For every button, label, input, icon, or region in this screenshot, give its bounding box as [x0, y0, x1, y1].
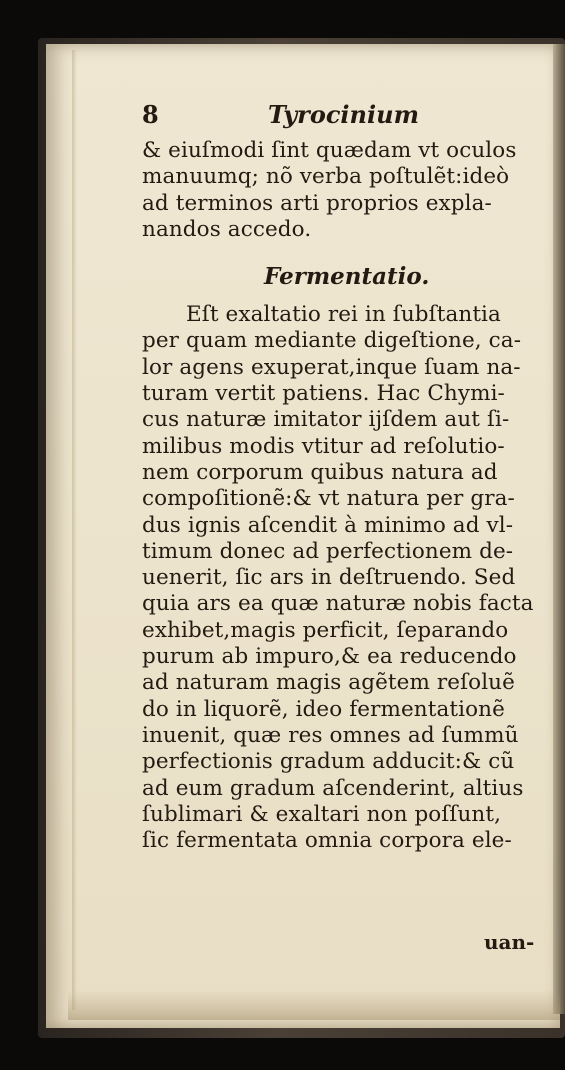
text-line: compoſitionẽ:& vt natura per gra-	[142, 486, 515, 512]
section-paragraph	[142, 302, 542, 854]
text-line: milibus modis vtitur ad reſolutio-	[142, 433, 505, 459]
text-line: turam vertit patiens. Hac Chymi-	[142, 381, 505, 407]
text-line: ad eum gradum aſcenderint, altius	[142, 775, 524, 801]
text-line: ad naturam magis agẽtem reſoluẽ	[142, 670, 515, 696]
text-line: exhibet,magis perficit, ſeparando	[142, 617, 509, 643]
text-line: Eſt exaltatio rei in ſubſtantia	[186, 302, 501, 328]
text-line: do in liquorẽ, ideo fermentationẽ	[142, 696, 505, 722]
catchword: uan-	[484, 930, 535, 954]
text-line: nem corporum quibus natura ad	[142, 459, 498, 485]
text-line: timum donec ad perfectionem de-	[142, 538, 514, 564]
text-line: per quam mediante digeſtione, ca-	[142, 328, 522, 354]
page-text-block	[142, 100, 542, 854]
intro-paragraph	[142, 138, 542, 243]
page-number: 8	[142, 100, 159, 129]
text-line: uenerit, ſic ars in deſtruendo. Sed	[142, 565, 516, 591]
page-header	[142, 100, 542, 138]
text-line: manuumq; nõ verba poſtulẽt:ideò	[142, 164, 510, 190]
text-line: cus naturæ imitator ijſdem aut ſi-	[142, 407, 510, 433]
text-line: ad terminos arti proprios expla-	[142, 190, 492, 216]
page-gutter-shadow	[72, 50, 77, 1010]
text-line: & eiuſmodi ſint quædam vt oculos	[142, 138, 517, 163]
text-line: purum ab impuro,& ea reducendo	[142, 644, 517, 670]
text-line: nandos accedo.	[142, 216, 312, 242]
text-line: perfectionis gradum adducit:& cũ	[142, 749, 515, 775]
text-line: ſublimari & exaltari non poſſunt,	[142, 801, 502, 827]
page-fore-edge	[553, 44, 565, 1014]
text-line: dus ignis aſcendit à minimo ad vl-	[142, 512, 514, 538]
section-heading: Fermentatio.	[264, 263, 430, 291]
text-line: inuenit, quæ res omnes ad ſummũ	[142, 722, 519, 748]
page-bottom-shadow	[68, 990, 560, 1020]
text-line: quia ars ea quæ naturæ nobis facta	[142, 591, 534, 617]
text-line: lor agens exuperat,inque ſuam na-	[142, 354, 521, 380]
running-head: Tyrocinium	[268, 100, 419, 129]
text-line: ſic fermentata omnia corpora ele-	[142, 828, 512, 854]
